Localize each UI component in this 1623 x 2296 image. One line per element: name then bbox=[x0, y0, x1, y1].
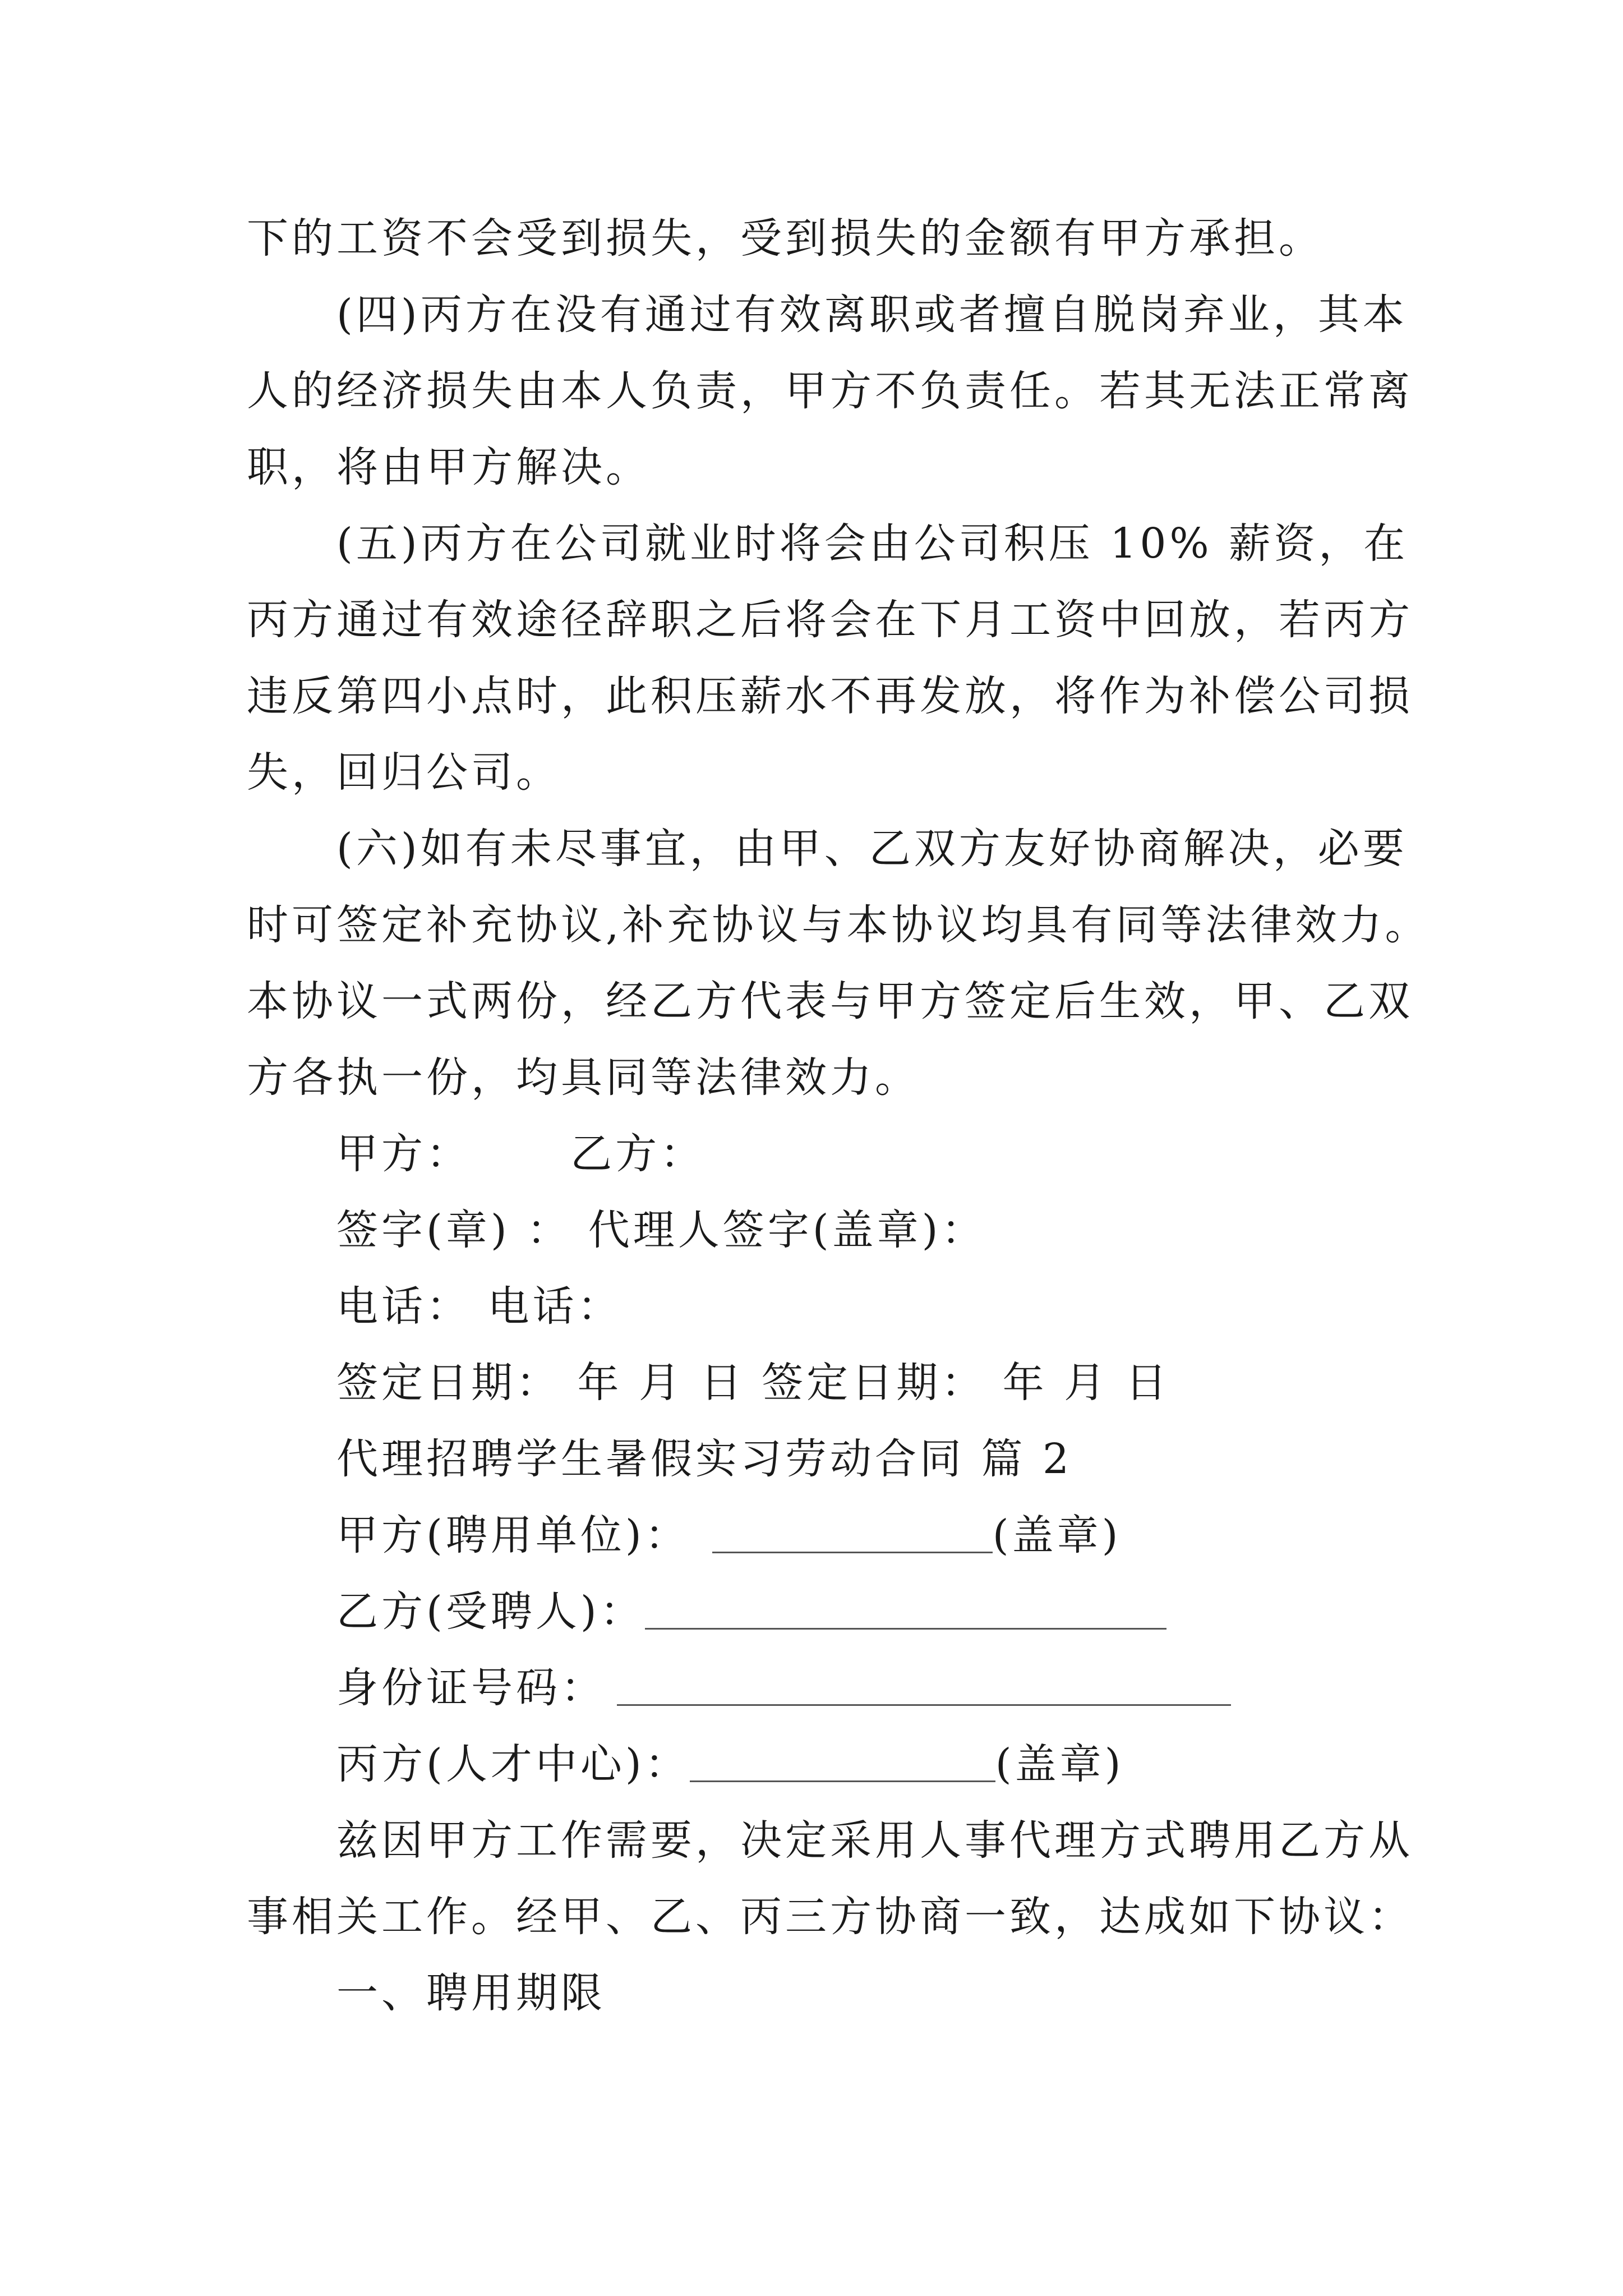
clause-5-line-1: (五)丙方在公司就业时将会由公司积压 10% 薪资，在 bbox=[336, 519, 1409, 568]
party-b-row bbox=[336, 1584, 1166, 1640]
signature-labels: 签字(章) ： 代理人签字(盖章)： bbox=[336, 1206, 986, 1254]
id-number-blank bbox=[617, 1665, 1231, 1706]
clause-4-line-1: (四)丙方在没有通过有效离职或者擅自脱岗弃业，其本 bbox=[336, 291, 1408, 339]
clause-5-line-2: 丙方通过有效途径辞职之后将会在下月工资中回放，若丙方 bbox=[247, 596, 1413, 644]
party-c-seal-label: (盖章) bbox=[995, 1740, 1124, 1788]
party-a-label: 甲方(聘用单位)： bbox=[336, 1511, 690, 1559]
id-number-row bbox=[336, 1660, 1231, 1716]
party-a-blank bbox=[712, 1512, 993, 1553]
party-c-blank bbox=[690, 1741, 995, 1782]
party-a-seal-label: (盖章) bbox=[992, 1511, 1122, 1559]
party-b-label: 乙方(受聘人)： bbox=[336, 1588, 645, 1636]
id-number-label: 身份证号码： bbox=[336, 1664, 606, 1712]
party-c-label: 丙方(人才中心)： bbox=[336, 1740, 690, 1788]
party-c-row bbox=[336, 1736, 1124, 1792]
preamble-line-2: 事相关工作。经甲、乙、丙三方协商一致，达成如下协议： bbox=[247, 1893, 1413, 1941]
clause-6-line-4: 方各执一份，均具同等法律效力。 bbox=[247, 1053, 920, 1102]
party-labels: 甲方： 乙方： bbox=[336, 1130, 706, 1178]
clause-6-line-2: 时可签定补充协议,补充协议与本协议均具有同等法律效力。 bbox=[247, 901, 1430, 949]
phone-labels: 电话： 电话： bbox=[336, 1282, 623, 1331]
section-title: 代理招聘学生暑假实习劳动合同 篇 2 bbox=[336, 1435, 1073, 1483]
paragraph-line: 下的工资不会受到损失，受到损失的金额有甲方承担。 bbox=[247, 214, 1324, 263]
clause-4-line-2: 人的经济损失由本人负责，甲方不负责任。若其无法正常离 bbox=[247, 367, 1413, 415]
clause-5-line-3: 违反第四小点时，此积压薪水不再发放，将作为补偿公司损 bbox=[247, 672, 1413, 720]
clause-4-line-3: 职，将由甲方解决。 bbox=[247, 443, 651, 491]
clause-6-line-3: 本协议一式两份，经乙方代表与甲方签定后生效，甲、乙双 bbox=[247, 977, 1413, 1025]
section-heading: 一、聘用期限 bbox=[336, 1969, 606, 2017]
party-a-row bbox=[336, 1507, 1122, 1563]
clause-5-line-4: 失，回归公司。 bbox=[247, 748, 561, 797]
clause-6-line-1: (六)如有未尽事宜，由甲、乙双方友好协商解决，必要 bbox=[336, 825, 1408, 873]
sign-date-labels: 签定日期： 年 月 日 签定日期： 年 月 日 bbox=[336, 1359, 1170, 1407]
party-b-blank bbox=[645, 1589, 1166, 1630]
preamble-line-1: 兹因甲方工作需要，决定采用人事代理方式聘用乙方从 bbox=[336, 1816, 1413, 1865]
